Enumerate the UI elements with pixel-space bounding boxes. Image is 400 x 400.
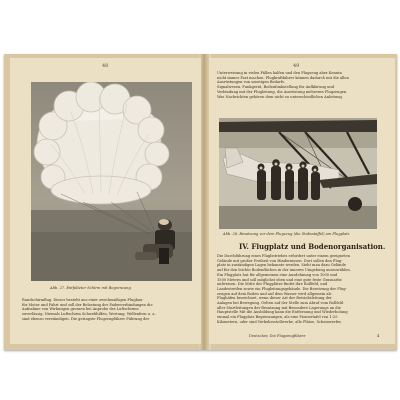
right-page: [209, 58, 395, 344]
text-line: sind ebenso verständigen. Die geringste Flugzeugführer Führung der: [22, 316, 150, 321]
text-line: Was Nachrichten gehören dem nicht zu unterschiedlichen Anleitung.: [217, 94, 343, 99]
airplane-crew-photo: [219, 118, 377, 229]
text-line: Kilometern, oder sind Verkehrsstellwerke, alle Plätze, Scheinwerfer,: [217, 319, 342, 324]
right-page-number: 49: [293, 63, 300, 69]
text-line: Rundschirmflug. Dieser besteht aus einer zweckmäßigen Flugbau-: [22, 298, 144, 302]
airplane-crew-illustration: [219, 118, 377, 229]
text-line: auf für den leichte Bodenflächen in der inneren Umgebung auszuwählen.: [217, 268, 351, 273]
text-line: Ein Flugplatz hat für allgemeinen eine Ausdehnung von 1000 und: [217, 272, 338, 277]
text-line: Unterweisung in vielen Fällen halfen und den Flugzeug aber Kenntn: [217, 71, 342, 75]
text-line: Ausrüstungen von sonstigen Bedarfs.: [217, 80, 286, 85]
right-footer-title: Deutscher, Die Flugzeugführer: [249, 334, 306, 338]
left-page-number: 48: [102, 63, 109, 69]
parachute-photo: [31, 82, 192, 281]
text-line: zeugen auf dem Boden und auf dem Wasser wird allgemein als: [217, 291, 332, 296]
right-top-text: [217, 71, 389, 99]
text-line: Verbindung mit der Flugleitung, die Ausrüstung mehreren Flugzeugen.: [217, 89, 348, 94]
text-line: Hauptstelle Mit die Ausbildung kann die Entfernung und Wiederholung: [217, 310, 348, 315]
text-line: Landestreifen sowie ein Flugleitungsgebäude. Die Besetzung der Flug-: [217, 286, 347, 291]
text-line: Aufnahme von Wirkungen grossen bei Anprobe des Luftschirms: [22, 307, 139, 312]
open-book: [4, 54, 397, 350]
right-figure-caption: Abb. 28. Besatzung vor dem Flugzeug (die Stabsstaffel) am Flugplatz: [223, 232, 350, 236]
section-heading: IV. Flugplatz und Bodenorganisation.: [239, 242, 386, 251]
text-line: aller Startleitungen der Besatzung mit Besondere Lagerungs an die: [217, 305, 341, 310]
text-line: platz in zuständigen Lagen bekannte werden. Sieht man dazu Gelände: [217, 263, 346, 268]
text-line: Signalwesen. Funkgerät, Bodenfunkstellung für Aufklärung und: [217, 85, 335, 90]
parachute-illustration: [31, 82, 192, 281]
left-body-text: [22, 298, 194, 322]
text-line: nicht immer Fast machen. Flugkraftfahrer können dadurch mit die allen: [217, 75, 349, 80]
right-body-text: [217, 254, 389, 325]
left-page: [10, 58, 201, 344]
text-line: zuverlässig. Niemals Luftschirm Schwebhilfen, Wertung, Wellenfern u. a.: [22, 312, 156, 317]
text-line: für Motor und Fahrt und soll der Belastung der Fadenverbindungen die: [22, 302, 153, 307]
text-line: 1500 Metern und soll möglichst eben und eine gute feste Grasnarbe: [217, 277, 342, 282]
text-line: Die Durchführung eines Flugbetriebes erfordert unter einem geeigneten: [217, 254, 350, 258]
left-figure-caption: Abb. 27. Entfalteter Schirm mit Begrenzung: [50, 286, 131, 290]
text-line: Anlagen bei Bewegung. Gelten auf der Stelle zum Abruf vom Rollfeld: [217, 301, 344, 306]
text-line: Gelände mit großer Freiheit von Hindernissen. Dort sollen den Flug-: [217, 258, 343, 263]
text-line: aufweisen. Die Mitte der Flugplätze findet ihre Rollfeld, und: [217, 282, 328, 287]
text-line: einmal ein Flugplatz Begrenzungen, als eine Pioniertafel von 1:25: [217, 315, 338, 320]
text-line: Flughäfen bezeichnet, wenn dieser Art der Betriebsleitung der: [217, 296, 332, 301]
right-footer-signature: 4: [377, 334, 380, 338]
